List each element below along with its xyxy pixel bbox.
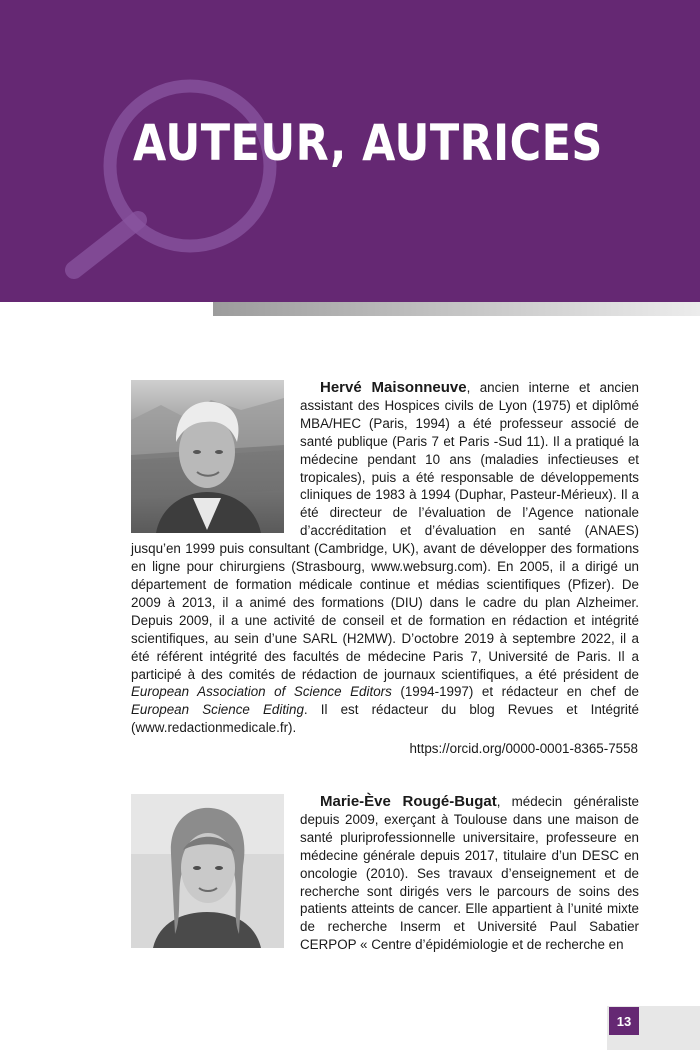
header-gradient-bar xyxy=(213,302,700,316)
header-banner xyxy=(0,0,700,302)
author-name: Hervé Maisonneuve xyxy=(320,379,467,396)
page-title: AUTEUR, AUTRICES xyxy=(133,114,603,172)
author-name: Marie-Ève Rougé-Bugat xyxy=(320,793,497,810)
author-bio-marie-eve-rouge-bugat: Marie-Ève Rougé-Bugat, médecin généraliste depuis 2009, exerçant à Toulouse dans une maison de santé pluriprofessionnelle universitaire, professeure en médecine générale depuis 2017, titulaire d’un DESC en oncologie (2010). Ses travaux d’enseignement et de recherche sont dirigés vers le parcours de soins des patients atteints de cancer. Elle appartient à l’unité mixte de recherche Inserm et Université Paul Sabatier CERPOP « Centre d’épidémiologie et de recherche en xyxy=(131,793,639,954)
orcid-link[interactable]: https://orcid.org/0000-0001-8365-7558 xyxy=(409,741,638,756)
author-bio-herve-maisonneuve: Hervé Maisonneuve, ancien interne et ancien assistant des Hospices civils de Lyon (1975) et diplômé MBA/HEC (Paris, 1994) a été professeur associé de santé publique (Paris 7 et Paris -Sud 11). Il a pratiqué la médecine pendant 10 ans (maladies infectieuses et tropicales), puis a été responsable de développements cliniques de 1983 à 1994 (Duphar, Pasteur-Mérieux). Il a été directeur de l’évaluation de l’Agence nationale d’accréditation et d’évaluation en santé (ANAES) jusqu’en 1999 puis consultant (Cambridge, UK), avant de développer des formations en ligne pour chirurgiens (Strasbourg, www.websurg.com). En 2005, il a dirigé un département de formation médicale continue et médias scientifiques (Pfizer). De 2009 à 2013, il a animé des formations (DIU) dans le cadre du plan Alzheimer. Depuis 2009, il a une activité de conseil et de formation en rédaction et intégrité scientifiques, au sein d’une SARL (H2MW). D’octobre 2019 à septembre 2022, il a été référent intégrité des facultés de médecine Paris 7, Université de Paris. Il a participé à des comités de rédaction de journaux scientifiques, a été président de European Association of Science Editors (1994-1997) et rédacteur en chef de European Science Editing. Il est rédacteur du blog Revues et Intégrité (www.redactionmedicale.fr). xyxy=(131,379,640,736)
author-photo-marie-eve-rouge-bugat xyxy=(131,794,284,948)
page-number: 13 xyxy=(609,1007,639,1035)
magnifier-icon xyxy=(62,70,302,280)
author-photo-herve-maisonneuve xyxy=(131,380,284,533)
